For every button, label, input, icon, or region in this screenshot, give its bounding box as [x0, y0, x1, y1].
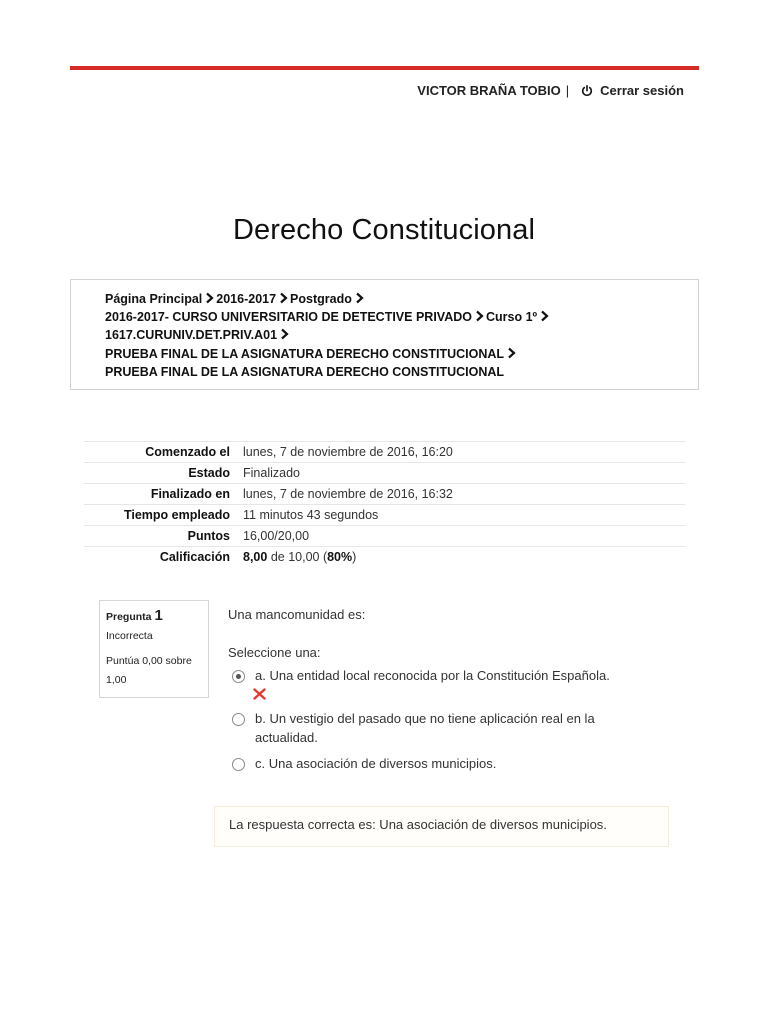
question-state: Incorrecta [106, 630, 153, 642]
incorrect-x-icon [253, 688, 266, 700]
chevron-right-icon [506, 347, 517, 359]
table-row [84, 484, 685, 505]
radio-button[interactable] [232, 758, 245, 771]
chevron-right-icon [539, 310, 550, 322]
page-title: Derecho Constitucional [232, 214, 536, 246]
attempt-summary-table [84, 441, 685, 568]
breadcrumb [70, 279, 699, 390]
table-row [84, 463, 685, 484]
question-text: Una mancomunidad es: [228, 607, 366, 622]
logout-link[interactable] [581, 83, 684, 98]
breadcrumb-item-course-code[interactable]: 1617.CURUNIV.DET.PRIV.A01 [105, 328, 278, 343]
chevron-right-icon [278, 292, 289, 304]
summary-value: Finalizado [243, 466, 300, 480]
grade-of-text: de 10,00 ( [267, 550, 328, 565]
user-menu [417, 83, 684, 98]
user-name[interactable]: VICTOR BRAÑA TOBIO [417, 83, 561, 98]
question-number-value: 1 [154, 607, 163, 624]
question-prompt: Seleccione una: [228, 645, 321, 660]
summary-label: Finalizado en [150, 487, 230, 501]
question-label: Pregunta [106, 611, 152, 623]
summary-value: lunes, 7 de noviembre de 2016, 16:32 [243, 487, 453, 501]
question-number [106, 607, 202, 624]
radio-button[interactable] [232, 713, 245, 726]
grade-close: ) [352, 550, 357, 565]
chevron-right-icon [204, 292, 215, 304]
chevron-right-icon [354, 292, 365, 304]
chevron-right-icon [279, 328, 290, 340]
grade-percent: 80% [327, 550, 353, 565]
breadcrumb-item-quiz-section[interactable]: PRUEBA FINAL DE LA ASIGNATURA DERECHO CONSTITUCIONAL [105, 346, 505, 361]
user-separator: | [565, 83, 570, 98]
answer-option-label: b. Un vestigio del pasado que no tiene aplicación real en la actualidad. [255, 711, 595, 745]
question-info-box [99, 600, 209, 698]
summary-label: Calificación [159, 550, 230, 565]
table-row [84, 505, 685, 526]
power-icon [581, 85, 593, 97]
table-row [84, 547, 685, 568]
summary-value: 16,00/20,00 [243, 529, 310, 543]
summary-value: 11 minutos 43 segundos [243, 508, 379, 522]
table-row [84, 442, 685, 463]
summary-value: lunes, 7 de noviembre de 2016, 16:20 [243, 445, 453, 459]
breadcrumb-item-year[interactable]: 2016-2017 [216, 292, 277, 306]
summary-label: Tiempo empleado [123, 508, 230, 522]
breadcrumb-item-course-category[interactable]: 2016-2017- CURSO UNIVERSITARIO DE DETECTIVE PRIVADO [105, 310, 472, 325]
radio-button-selected[interactable] [232, 670, 245, 683]
answer-option-label: a. Una entidad local reconocida por la Constitución Española. [255, 668, 610, 683]
breadcrumb-item-home[interactable]: Página Principal [105, 292, 203, 306]
top-accent-bar [70, 66, 699, 70]
question-grade: Puntúa 0,00 sobre 1,00 [106, 655, 192, 686]
correct-answer-feedback: La respuesta correcta es: Una asociación de diversos municipios. [214, 806, 669, 847]
answer-option-a[interactable] [232, 667, 635, 686]
grade-value [239, 547, 685, 568]
summary-label: Comenzado el [145, 445, 230, 459]
answer-option-b[interactable] [232, 710, 625, 747]
logout-label: Cerrar sesión [600, 83, 684, 98]
summary-label: Puntos [187, 529, 230, 543]
answer-option-c[interactable] [232, 755, 635, 774]
grade-score: 8,00 [243, 550, 268, 565]
answer-option-label: c. Una asociación de diversos municipios. [255, 756, 497, 771]
breadcrumb-item-quiz[interactable]: PRUEBA FINAL DE LA ASIGNATURA DERECHO CONSTITUCIONAL [105, 364, 505, 379]
chevron-right-icon [474, 310, 485, 322]
table-row [84, 526, 685, 547]
breadcrumb-item-curso[interactable]: Curso 1º [485, 310, 538, 325]
summary-label: Estado [188, 466, 230, 480]
breadcrumb-item-postgrado[interactable]: Postgrado [290, 292, 352, 306]
